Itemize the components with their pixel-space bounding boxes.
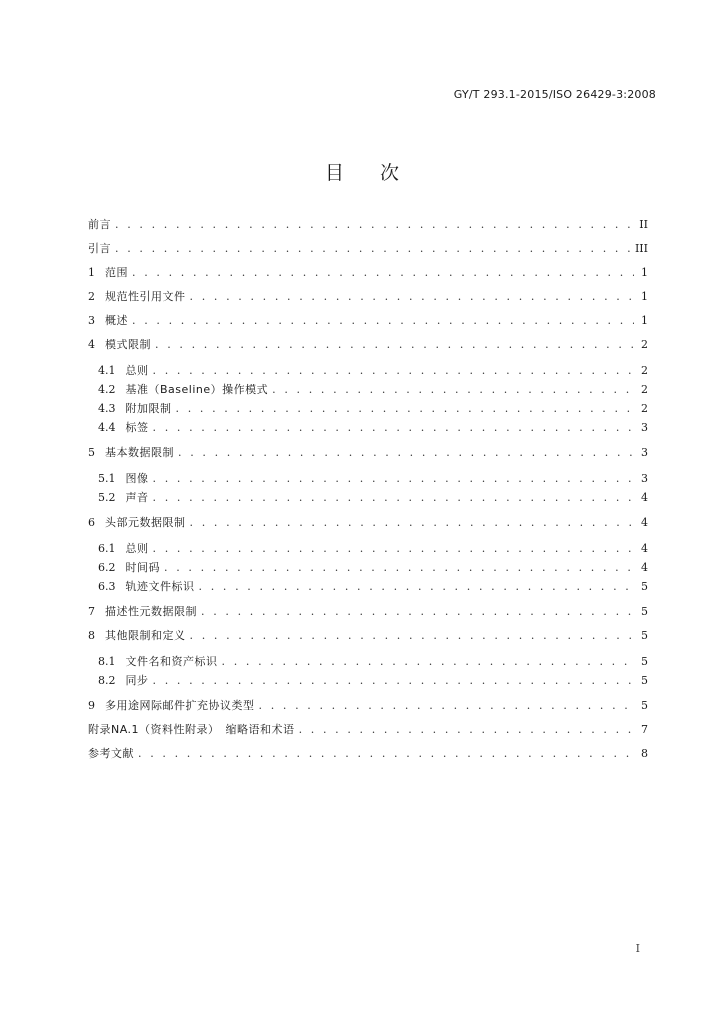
toc-entry-page: 5	[641, 699, 648, 712]
toc-entry-number: 8	[88, 629, 95, 642]
toc-entry[interactable]	[88, 559, 648, 578]
toc-leader-dots	[115, 218, 634, 231]
toc-entry-page: 5	[641, 580, 648, 593]
toc-entry[interactable]	[88, 672, 648, 691]
toc-entry-title: 总则	[125, 542, 149, 555]
toc-entry[interactable]	[88, 264, 648, 288]
toc-entry[interactable]	[88, 336, 648, 360]
toc-entry-title: 引言	[88, 242, 111, 255]
toc-entry-title: 轨迹文件标识	[125, 580, 195, 593]
toc-entry-title: 文件名和资产标识	[125, 655, 218, 668]
toc-entry[interactable]	[88, 514, 648, 538]
toc-entry-title: 总则	[125, 364, 149, 377]
toc-entry-title: 多用途网际邮件扩充协议类型	[105, 699, 255, 712]
toc-entry-title: 附录NA.1（资料性附录） 缩略语和术语	[88, 723, 295, 736]
toc-entry-page: 2	[641, 364, 648, 377]
toc-entry-page: 4	[641, 491, 648, 504]
toc-entry[interactable]	[88, 216, 648, 240]
toc-entry-title: 基本数据限制	[105, 446, 174, 459]
toc-entry-number: 8.1	[98, 655, 116, 668]
toc-entry-title: 附加限制	[125, 402, 172, 415]
toc-entry-number: 5	[88, 446, 95, 459]
toc-entry[interactable]	[88, 603, 648, 627]
toc-leader-dots	[153, 364, 635, 377]
toc-entry[interactable]	[88, 400, 648, 419]
toc-entry-number: 5.1	[98, 472, 116, 485]
toc-entry[interactable]	[88, 745, 648, 769]
toc-leader-dots	[115, 242, 631, 255]
toc-leader-dots	[190, 629, 635, 642]
toc-leader-dots	[153, 421, 635, 434]
toc-entry-number: 6	[88, 516, 95, 529]
toc-leader-dots	[132, 266, 634, 279]
toc-leader-dots	[190, 516, 635, 529]
toc-entry-title: 范围	[105, 266, 128, 279]
page-number: I	[635, 942, 640, 955]
toc-entry[interactable]	[88, 489, 648, 508]
toc-leader-dots	[153, 674, 635, 687]
toc-entry-page: III	[634, 242, 648, 255]
toc-entry-number: 5.2	[98, 491, 116, 504]
toc-leader-dots	[199, 580, 635, 593]
toc-leader-dots	[164, 561, 634, 574]
toc-entry-page: 5	[641, 629, 648, 642]
toc-entry-page: 1	[641, 290, 648, 303]
toc-entry-title: 参考文献	[88, 747, 134, 760]
toc-leader-dots	[259, 699, 635, 712]
toc-entry-title: 标签	[125, 421, 149, 434]
toc-entry-page: 1	[641, 266, 648, 279]
toc-entry-page: 3	[641, 472, 648, 485]
toc-entry-page: 1	[641, 314, 648, 327]
toc-entry-title: 模式限制	[105, 338, 151, 351]
toc-entry[interactable]	[88, 362, 648, 381]
toc-leader-dots	[153, 542, 635, 555]
toc-entry[interactable]	[88, 627, 648, 651]
toc-entry-title: 规范性引用文件	[105, 290, 186, 303]
toc-entry-page: 2	[641, 402, 648, 415]
toc-entry-page: 5	[641, 655, 648, 668]
toc-entry[interactable]	[88, 288, 648, 312]
toc-entry-title: 其他限制和定义	[105, 629, 186, 642]
toc-entry-number: 4	[88, 338, 95, 351]
toc-entry[interactable]	[88, 312, 648, 336]
toc-leader-dots	[153, 491, 635, 504]
toc-entry-number: 4.2	[98, 383, 116, 396]
toc-entry[interactable]	[88, 470, 648, 489]
toc-entry-number: 8.2	[98, 674, 116, 687]
toc-entry-page: 8	[641, 747, 648, 760]
toc-entry[interactable]	[88, 721, 648, 745]
toc-entry[interactable]	[88, 381, 648, 400]
toc-entry-page: 5	[641, 674, 648, 687]
table-of-contents	[88, 216, 648, 769]
toc-entry-number: 9	[88, 699, 95, 712]
toc-entry-page: II	[639, 218, 648, 231]
toc-entry-title: 描述性元数据限制	[105, 605, 197, 618]
toc-entry-number: 4.4	[98, 421, 116, 434]
toc-entry-title: 声音	[125, 491, 149, 504]
standard-code: GY/T 293.1-2015/ISO 26429-3:2008	[453, 88, 656, 101]
toc-leader-dots	[153, 472, 635, 485]
toc-entry[interactable]	[88, 419, 648, 438]
toc-leader-dots	[272, 383, 634, 396]
toc-entry-page: 3	[641, 421, 648, 434]
toc-leader-dots	[201, 605, 634, 618]
toc-entry[interactable]	[88, 697, 648, 721]
toc-entry-number: 4.3	[98, 402, 116, 415]
page-title: 目次	[324, 162, 435, 184]
toc-leader-dots	[132, 314, 634, 327]
toc-entry-number: 3	[88, 314, 95, 327]
toc-leader-dots	[299, 723, 634, 736]
toc-leader-dots	[178, 446, 634, 459]
toc-entry-number: 6.1	[98, 542, 116, 555]
toc-entry-title: 时间码	[125, 561, 160, 574]
toc-leader-dots	[176, 402, 635, 415]
toc-leader-dots	[138, 747, 634, 760]
toc-entry-page: 4	[641, 516, 648, 529]
toc-entry[interactable]	[88, 653, 648, 672]
toc-entry-number: 6.2	[98, 561, 116, 574]
toc-entry[interactable]	[88, 444, 648, 468]
toc-entry-number: 6.3	[98, 580, 116, 593]
toc-entry-number: 2	[88, 290, 95, 303]
toc-entry-number: 4.1	[98, 364, 116, 377]
toc-entry-page: 5	[641, 605, 648, 618]
toc-entry[interactable]	[88, 240, 648, 264]
toc-entry-number: 1	[88, 266, 95, 279]
toc-entry-title: 前言	[88, 218, 111, 231]
toc-entry-page: 4	[641, 542, 648, 555]
toc-leader-dots	[222, 655, 635, 668]
toc-entry-page: 3	[641, 446, 648, 459]
toc-entry-title: 概述	[105, 314, 128, 327]
toc-entry-page: 7	[641, 723, 648, 736]
toc-entry[interactable]	[88, 578, 648, 597]
toc-entry[interactable]	[88, 540, 648, 559]
toc-entry-title: 图像	[125, 472, 149, 485]
toc-entry-title: 基准（Baseline）操作模式	[125, 383, 269, 396]
toc-leader-dots	[190, 290, 635, 303]
toc-leader-dots	[155, 338, 634, 351]
toc-entry-title: 头部元数据限制	[105, 516, 186, 529]
toc-entry-title: 同步	[125, 674, 149, 687]
toc-entry-number: 7	[88, 605, 95, 618]
toc-entry-page: 4	[641, 561, 648, 574]
toc-entry-page: 2	[641, 383, 648, 396]
toc-entry-page: 2	[641, 338, 648, 351]
